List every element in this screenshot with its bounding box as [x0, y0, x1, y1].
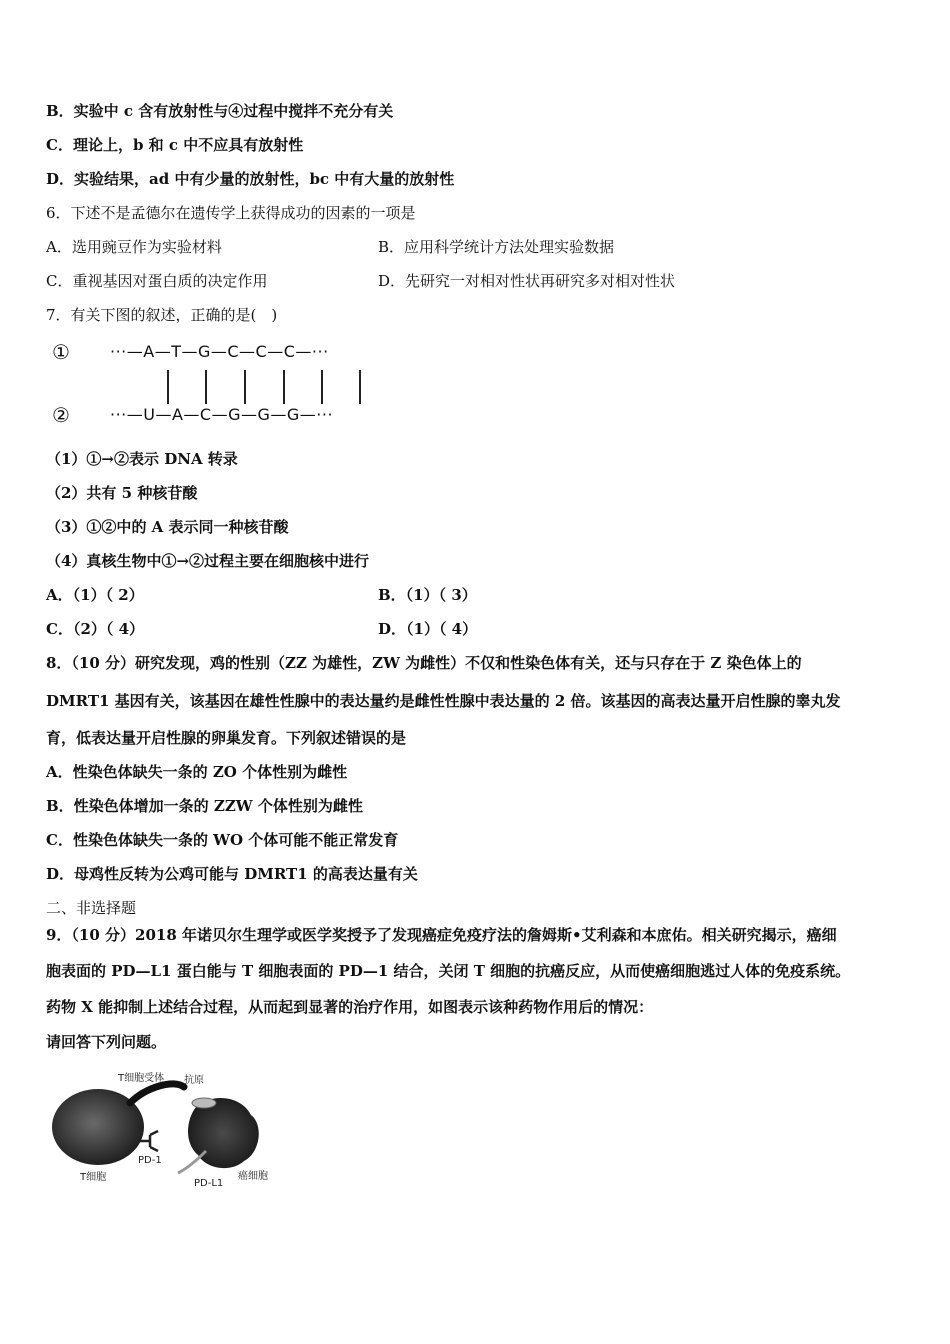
q5-option-d: D．实验结果，ad 中有少量的放射性，bc 中有大量的放射性 — [46, 170, 455, 188]
q8-option-d: D．母鸡性反转为公鸡可能与 DMRT1 的高表达量有关 — [46, 865, 418, 883]
q5-option-b: B．实验中 c 含有放射性与④过程中搅拌不充分有关 — [46, 102, 394, 120]
cancer-cell-label: 癌细胞 — [238, 1171, 268, 1182]
q7-stem: 7．有关下图的叙述，正确的是( ) — [46, 306, 278, 324]
q7-statement-1: （1）①→②表示 DNA 转录 — [46, 450, 238, 468]
q6-stem: 6．下述不是孟德尔在遗传学上获得成功的因素的一项是 — [46, 204, 416, 222]
q7-statement-2: （2）共有 5 种核苷酸 — [46, 484, 198, 502]
tcr-label: T细胞受体 — [118, 1073, 165, 1084]
q7-option-b: B．（1）（ 3） — [378, 586, 477, 604]
q9-stem-line2: 胞表面的 PD—L1 蛋白能与 T 细胞表面的 PD—1 结合，关闭 T 细胞的抗癌反应，从而使癌细胞逃过人体的免疫系统。 — [46, 962, 851, 980]
q5-option-c: C．理论上，b 和 c 中不应具有放射性 — [46, 136, 304, 154]
base-pair-bond — [283, 370, 285, 404]
q6-option-d: D．先研究一对相对性状再研究多对相对性状 — [378, 272, 676, 290]
base-pair-bond — [205, 370, 207, 404]
base-pair-bond — [321, 370, 323, 404]
pdl1-ligand-shape — [178, 1151, 206, 1173]
q7-statement-4: （4）真核生物中①→②过程主要在细胞核中进行 — [46, 552, 370, 570]
pdl1-label: PD-L1 — [194, 1178, 224, 1189]
strand2-sequence: ···—U—A—C—G—G—G—··· — [110, 405, 334, 424]
immune-figure — [46, 1065, 286, 1195]
q7-option-d: D．（1）（ 4） — [378, 620, 478, 638]
antigen-shape — [192, 1098, 216, 1108]
q8-option-b: B．性染色体增加一条的 ZZW 个体性别为雌性 — [46, 797, 363, 815]
q7-statement-3: （3）①②中的 A 表示同一种核苷酸 — [46, 518, 289, 536]
section-heading: 二、非选择题 — [46, 899, 137, 917]
q9-stem-line4: 请回答下列问题。 — [46, 1033, 167, 1051]
q8-option-c: C．性染色体缺失一条的 WO 个体可能不能正常发育 — [46, 831, 399, 849]
q6-option-c: C．重视基因对蛋白质的决定作用 — [46, 272, 268, 290]
q6-option-b: B．应用科学统计方法处理实验数据 — [378, 238, 615, 256]
antigen-label: 抗原 — [184, 1075, 204, 1086]
strand1-label: ① — [52, 340, 70, 364]
q8-option-a: A．性染色体缺失一条的 ZO 个体性别为雌性 — [46, 763, 348, 781]
strand1-sequence: ···—A—T—G—C—C—C—··· — [110, 342, 329, 361]
q8-stem-line3: 育，低表达量开启性腺的卵巢发育。下列叙述错误的是 — [46, 729, 407, 747]
pd1-label: PD-1 — [138, 1155, 162, 1166]
q9-stem-line1: 9．（10 分）2018 年诺贝尔生理学或医学奖授予了发现癌症免疫疗法的詹姆斯•艾利森和本庶佑。相关研究揭示，癌细 — [46, 926, 837, 944]
t-cell-label: T细胞 — [80, 1172, 107, 1183]
strand2-label: ② — [52, 403, 70, 427]
base-pair-bond — [167, 370, 169, 404]
q8-stem-line2: DMRT1 基因有关，该基因在雄性性腺中的表达量约是雌性性腺中表达量的 2 倍。该基因的高表达量开启性腺的睾丸发 — [46, 692, 841, 710]
q6-option-a: A．选用豌豆作为实验材料 — [46, 238, 222, 256]
q8-stem-line1: 8．（10 分）研究发现，鸡的性别（ZZ 为雄性，ZW 为雌性）不仅和性染色体有关，还与只存在于 Z 染色体上的 — [46, 654, 802, 672]
base-pair-bond — [244, 370, 246, 404]
t-cell-receptor-shape — [130, 1084, 184, 1103]
q7-option-c: C．（2）（ 4） — [46, 620, 145, 638]
base-pair-bond — [359, 370, 361, 404]
q7-option-a: A．（1）（ 2） — [46, 586, 144, 604]
q9-stem-line3: 药物 X 能抑制上述结合过程，从而起到显著的治疗作用，如图表示该种药物作用后的情况： — [46, 998, 654, 1016]
